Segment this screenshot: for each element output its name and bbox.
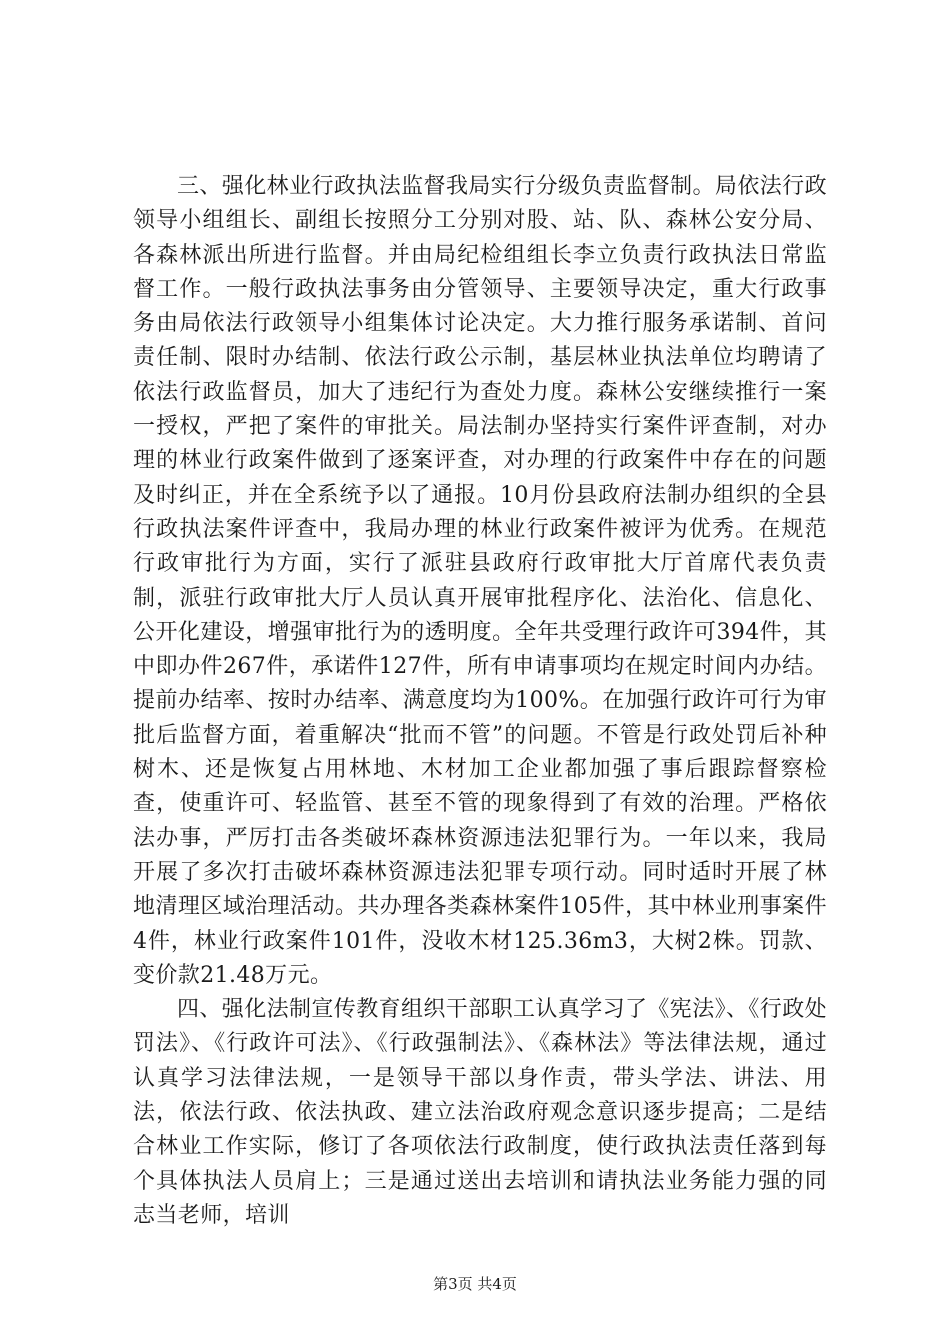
page-number-footer: 第3页 共4页 [433, 1275, 517, 1293]
paragraph-legal-education: 四、强化法制宣传教育组织干部职工认真学习了《宪法》、《行政处罚法》、《行政许可法》、《行政强制法》、《森林法》等法律法规，通过认真学习法律法规，一是领导干部以身作责，带头学法、讲法、用法，依法行政、依法执政、建立法治政府观念意识逐步提高；二是结合林业工作实际，修订了各项依法行政制度，使行政执法责任落到每个具体执法人员肩上；三是通过送出去培训和请执法业务能力强的同志当老师，培训 [133, 997, 828, 1228]
document-body [133, 170, 827, 1233]
paragraph-enforcement-supervision: 三、强化林业行政执法监督我局实行分级负责监督制。局依法行政领导小组组长、副组长按照分工分别对股、站、队、森林公安分局、各森林派出所进行监督。并由局纪检组组长李立负责行政执法日常监督工作。一般行政执法事务由分管领导、主要领导决定，重大行政事务由局依法行政领导小组集体讨论决定。大力推行服务承诺制、首问责任制、限时办结制、依法行政公示制，基层林业执法单位均聘请了依法行政监督员，加大了违纪行为查处力度。森林公安继续推行一案一授权，严把了案件的审批关。局法制办坚持实行案件评查制，对办理的林业行政案件做到了逐案评查，对办理的行政案件中存在的问题及时纠正，并在全系统予以了通报。10月份县政府法制办组织的全县行政执法案件评查中，我局办理的林业行政案件被评为优秀。在规范行政审批行为方面，实行了派驻县政府行政审批大厅首席代表负责制，派驻行政审批大厅人员认真开展审批程序化、法治化、信息化、公开化建设，增强审批行为的透明度。全年共受理行政许可394件，其中即办件267件，承诺件127件，所有申请事项均在规定时间内办结。提前办结率、按时办结率、满意度均为100%。在加强行政许可行为审批后监督方面，着重解决“批而不管”的问题。不管是行政处罚后补种树木、还是恢复占用林地、木材加工企业都加强了事后跟踪督察检查，使重许可、轻监管、甚至不管的现象得到了有效的治理。严格依法办事，严厉打击各类破坏森林资源违法犯罪行为。一年以来，我局开展了多次打击破坏森林资源违法犯罪专项行动。同时适时开展了林地清理区域治理活动。共办理各类森林案件105件，其中林业刑事案件4件，林业行政案件101件，没收木材125.36m3，大树2株。罚款、变价款21.48万元。 [133, 174, 827, 988]
